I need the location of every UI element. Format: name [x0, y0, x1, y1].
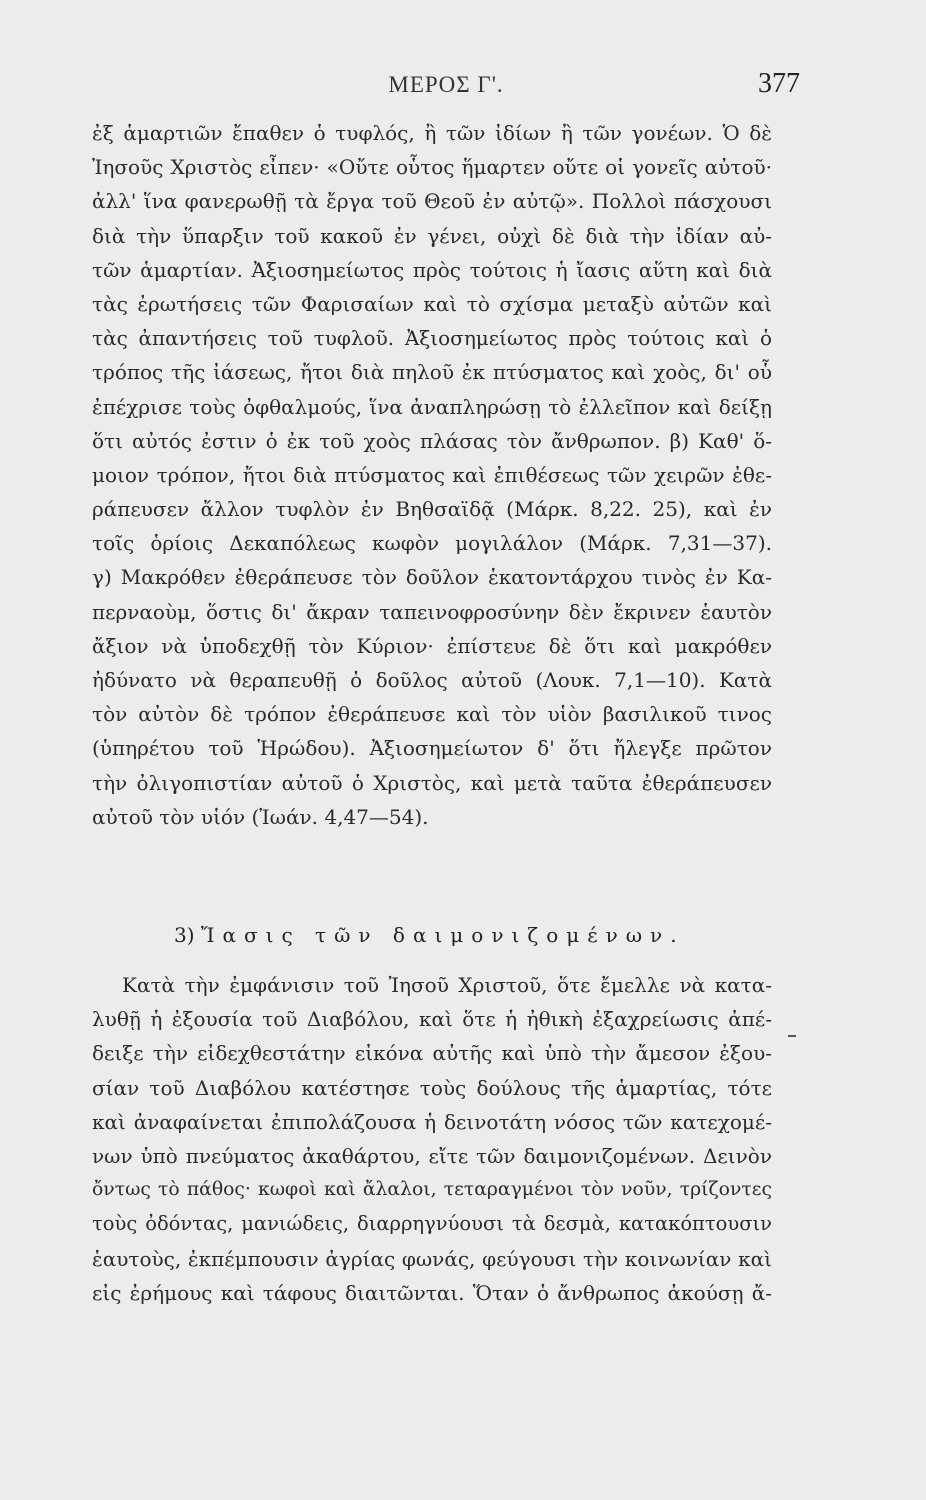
section-heading — [92, 918, 772, 952]
text-line: ἠδύνατο νὰ θεραπευθῇ ὁ δοῦλος αὐτοῦ (Λουκ. 7,1—10). Κατὰ — [92, 668, 772, 692]
text-line: τὸν αὐτὸν δὲ τρόπον ἐθεράπευσε καὶ τὸν υἱὸν βασιλικοῦ τινος — [92, 702, 772, 727]
running-head: ΜΕΡΟΣ Γ'. — [388, 72, 504, 97]
page-header — [92, 68, 800, 104]
text-line: διὰ τὴν ὕπαρξιν τοῦ κακοῦ ἐν γένει, οὐχὶ δὲ διὰ τὴν ἰδίαν αὐ- — [92, 223, 772, 248]
text-line: τοῖς ὁρίοις Δεκαπόλεως κωφὸν μογιλάλον (Μάρκ. 7,31—37). — [92, 531, 772, 556]
text-line: ὄντως τὸ πάθος· κωφοὶ καὶ ἄλαλοι, τεταραγμένοι τὸν νοῦν, τρίζοντες — [92, 1179, 772, 1201]
margin-mark — [788, 1035, 796, 1037]
text-line: ἑαυτοὺς, ἐκπέμπουσιν ἀγρίας φωνάς, φεύγουσι τὴν κοινωνίαν καὶ — [92, 1246, 772, 1271]
text-line: ἀλλ' ἵνα φανερωθῇ τὰ ἔργα τοῦ Θεοῦ ἐν αὐτῷ». Πολλοὶ πάσχουσι — [92, 189, 772, 214]
text-line: νων ὑπὸ πνεύματος ἀκαθάρτου, εἴτε τῶν δαιμονιζομένων. Δεινὸν — [92, 1143, 772, 1168]
paragraph-1 — [92, 116, 772, 834]
page-number: 377 — [758, 68, 800, 99]
text-line: αὐτοῦ τὸν υἱόν (Ἰωάν. 4,47—54). — [92, 804, 429, 829]
text-line: ἐπέχρισε τοὺς ὀφθαλμούς, ἵνα ἀναπληρώσῃ τὸ ἐλλεῖπον καὶ δείξῃ — [92, 394, 772, 419]
text-line: ἄξιον νὰ ὑποδεχθῇ τὸν Κύριον· ἐπίστευε δὲ ὅτι καὶ μακρόθεν — [92, 633, 772, 658]
text-line: (ὑπηρέτου τοῦ Ἡρώδου). Ἀξιοσημείωτον δ' ὅτι ἤλεγξε πρῶτον — [92, 736, 772, 761]
text-line: σίαν τοῦ Διαβόλου κατέστησε τοὺς δούλους τῆς ἁμαρτίας, τότε — [92, 1075, 772, 1100]
text-line: ὅτι αὐτός ἐστιν ὁ ἐκ τοῦ χοὸς πλάσας τὸν ἄνθρωπον. β) Καθ' ὅ- — [92, 428, 772, 453]
text-line: ράπευσεν ἄλλον τυφλὸν ἐν Βηθσαϊδᾷ (Μάρκ. 8,22. 25), καὶ ἐν — [92, 497, 772, 522]
text-line: Ἰησοῦς Χριστὸς εἶπεν· «Οὔτε οὗτος ἥμαρτεν οὔτε οἱ γονεῖς αὐτοῦ· — [92, 155, 772, 180]
section-title: Ἴασις τῶν δαιμονιζομένων. — [200, 923, 685, 947]
text-line: δειξε τὴν εἰδεχθεστάτην εἰκόνα αὐτῆς καὶ ὑπὸ τὴν ἄμεσον ἐξου- — [92, 1041, 772, 1066]
text-line: εἰς ἐρήμους καὶ τάφους διαιτῶνται. Ὅταν ὁ ἄνθρωπος ἀκούσῃ ἄ- — [92, 1280, 772, 1305]
section-number: 3) — [174, 923, 195, 947]
text-line: τοὺς ὀδόντας, μανιώδεις, διαρρηγνύουσι τὰ δεσμὰ, κατακόπτουσιν — [92, 1212, 772, 1236]
text-line: καὶ ἀναφαίνεται ἐπιπολάζουσα ἡ δεινοτάτη νόσος τῶν κατεχομέ- — [92, 1109, 772, 1134]
text-line: Κατὰ τὴν ἐμφάνισιν τοῦ Ἰησοῦ Χριστοῦ, ὅτε ἔμελλε νὰ κατα- — [122, 973, 772, 997]
paragraph-2 — [92, 968, 772, 1310]
text-line: λυθῇ ἡ ἐξουσία τοῦ Διαβόλου, καὶ ὅτε ἡ ἠθικὴ ἐξαχρείωσις ἀπέ- — [92, 1007, 772, 1032]
text-line: γ) Μακρόθεν ἐθεράπευσε τὸν δοῦλον ἑκατοντάρχου τινὸς ἐν Κα- — [92, 565, 772, 590]
text-line: τὴν ὀλιγοπιστίαν αὐτοῦ ὁ Χριστὸς, καὶ μετὰ ταῦτα ἐθεράπευσεν — [92, 770, 772, 795]
text-line: τῶν ἁμαρτίαν. Ἀξιοσημείωτος πρὸς τούτοις ἡ ἴασις αὕτη καὶ διὰ — [92, 257, 772, 282]
text-line: ἐξ ἁμαρτιῶν ἔπαθεν ὁ τυφλός, ἢ τῶν ἰδίων ἢ τῶν γονέων. Ὁ δὲ — [92, 121, 772, 145]
text-line: τὰς ἀπαντήσεις τοῦ τυφλοῦ. Ἀξιοσημείωτος πρὸς τούτοις καὶ ὁ — [92, 326, 772, 351]
text-line: μοιον τρόπον, ἤτοι διὰ πτύσματος καὶ ἐπιθέσεως τῶν χειρῶν ἐθε- — [92, 462, 772, 487]
text-line: τὰς ἐρωτήσεις τῶν Φαρισαίων καὶ τὸ σχίσμα μεταξὺ αὐτῶν καὶ — [92, 291, 772, 316]
text-line: τρόπος τῆς ἰάσεως, ἤτοι διὰ πηλοῦ ἐκ πτύσματος καὶ χοὸς, δι' οὗ — [92, 360, 772, 385]
text-line: περναοὺμ, ὅστις δι' ἄκραν ταπεινοφροσύνην δὲν ἔκρινεν ἑαυτὸν — [92, 599, 772, 624]
